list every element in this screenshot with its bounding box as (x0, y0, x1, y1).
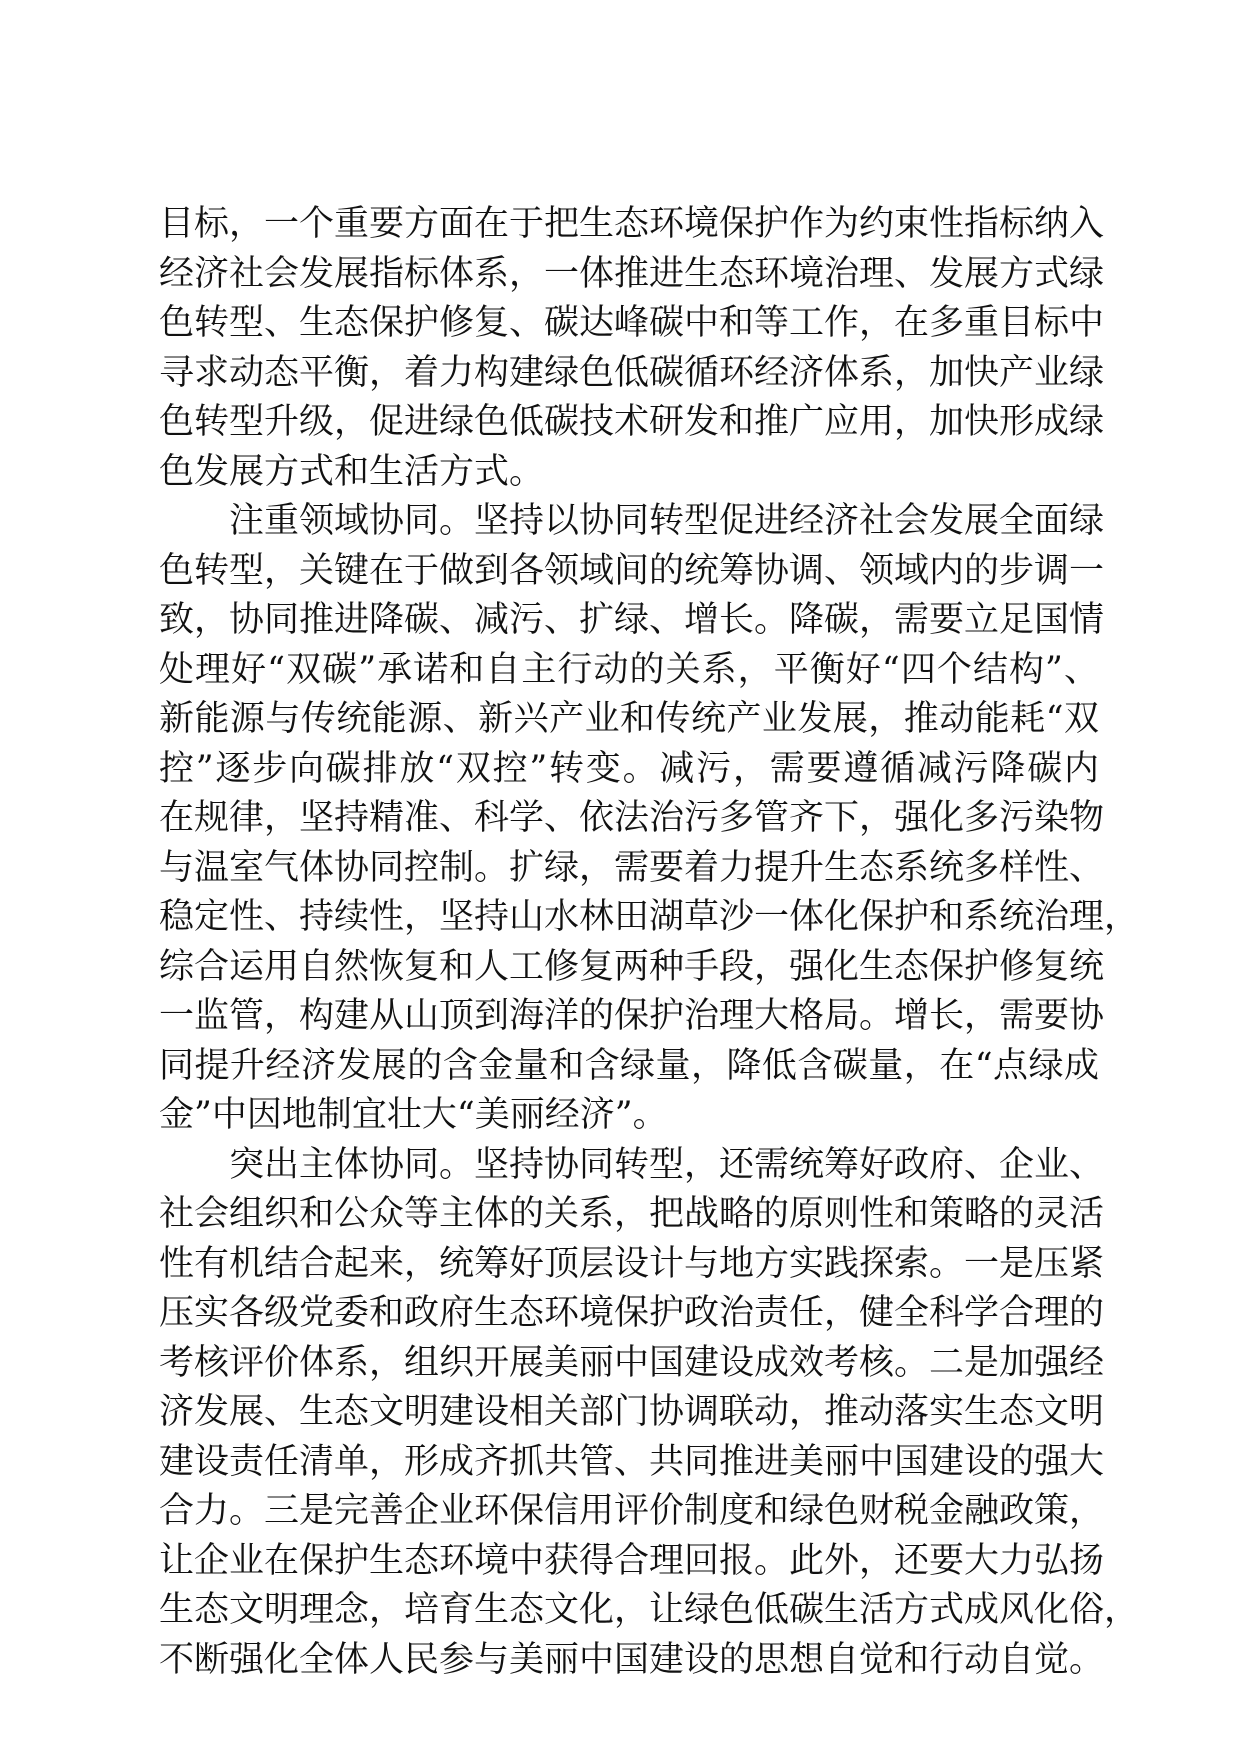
paragraph-ecological-goals (159, 200, 1105, 497)
text-line: 考核评价体系，组织开展美丽中国建设成效考核。二是加强经 (159, 1342, 1105, 1383)
text-line: 在规律，坚持精准、科学、依法治污多管齐下，强化多污染物 (159, 798, 1105, 838)
text-line: 突出主体协同。坚持协同转型，还需统筹好政府、企业、 (229, 1144, 1105, 1185)
text-line: 目标，一个重要方面在于把生态环境保护作为约束性指标纳入 (159, 204, 1105, 244)
text-line: 处理好“双碳”承诺和自主行动的关系，平衡好“四个结构”、 (159, 649, 1099, 690)
text-line: 金”中因地制宜壮大“美丽经济”。 (159, 1095, 668, 1135)
text-line: 社会组织和公众等主体的关系，把战略的原则性和策略的灵活 (159, 1194, 1105, 1234)
document-body (159, 200, 1140, 1685)
text-line: 色转型升级，促进绿色低碳技术研发和推广应用，加快形成绿 (159, 402, 1105, 442)
text-line: 生态文明理念，培育生态文化，让绿色低碳生活方式成风化俗， (159, 1590, 1140, 1630)
paragraph-domain-synergy (159, 497, 1140, 1141)
text-line: 色转型，关键在于做到各领域间的统筹协调、领域内的步调一 (159, 550, 1105, 591)
text-line: 一监管，构建从山顶到海洋的保护治理大格局。增长，需要协 (159, 996, 1105, 1036)
text-line: 与温室气体协同控制。扩绿，需要着力提升生态系统多样性、 (159, 847, 1105, 888)
text-line: 性有机结合起来，统筹好顶层设计与地方实践探索。一是压紧 (159, 1243, 1105, 1284)
text-line: 不断强化全体人民参与美丽中国建设的思想自觉和行动自觉。 (159, 1639, 1105, 1680)
text-line: 压实各级党委和政府生态环境保护政治责任，健全科学合理的 (159, 1293, 1105, 1333)
text-line: 稳定性、持续性，坚持山水林田湖草沙一体化保护和系统治理， (159, 897, 1140, 937)
text-line: 同提升经济发展的含金量和含绿量，降低含碳量，在“点绿成 (159, 1045, 1099, 1086)
text-line: 控”逐步向碳排放“双控”转变。减污，需要遵循减污降碳内 (159, 748, 1099, 789)
text-line: 色发展方式和生活方式。 (159, 451, 545, 492)
text-line: 建设责任清单，形成齐抓共管、共同推进美丽中国建设的强大 (159, 1441, 1105, 1482)
text-line: 注重领域协同。坚持以协同转型促进经济社会发展全面绿 (229, 501, 1105, 541)
paragraph-actor-synergy (159, 1141, 1140, 1686)
text-line: 经济社会发展指标体系，一体推进生态环境治理、发展方式绿 (159, 253, 1105, 294)
text-line: 让企业在保护生态环境中获得合理回报。此外，还要大力弘扬 (159, 1540, 1105, 1581)
text-line: 寻求动态平衡，着力构建绿色低碳循环经济体系，加快产业绿 (159, 352, 1105, 393)
text-line: 综合运用自然恢复和人工修复两种手段，强化生态保护修复统 (159, 946, 1105, 987)
text-line: 色转型、生态保护修复、碳达峰碳中和等工作，在多重目标中 (159, 303, 1105, 343)
text-line: 新能源与传统能源、新兴产业和传统产业发展，推动能耗“双 (159, 699, 1099, 739)
text-line: 济发展、生态文明建设相关部门协调联动，推动落实生态文明 (159, 1392, 1105, 1432)
text-line: 合力。三是完善企业环保信用评价制度和绿色财税金融政策， (159, 1491, 1105, 1531)
text-line: 致，协同推进降碳、减污、扩绿、增长。降碳，需要立足国情 (159, 600, 1105, 640)
